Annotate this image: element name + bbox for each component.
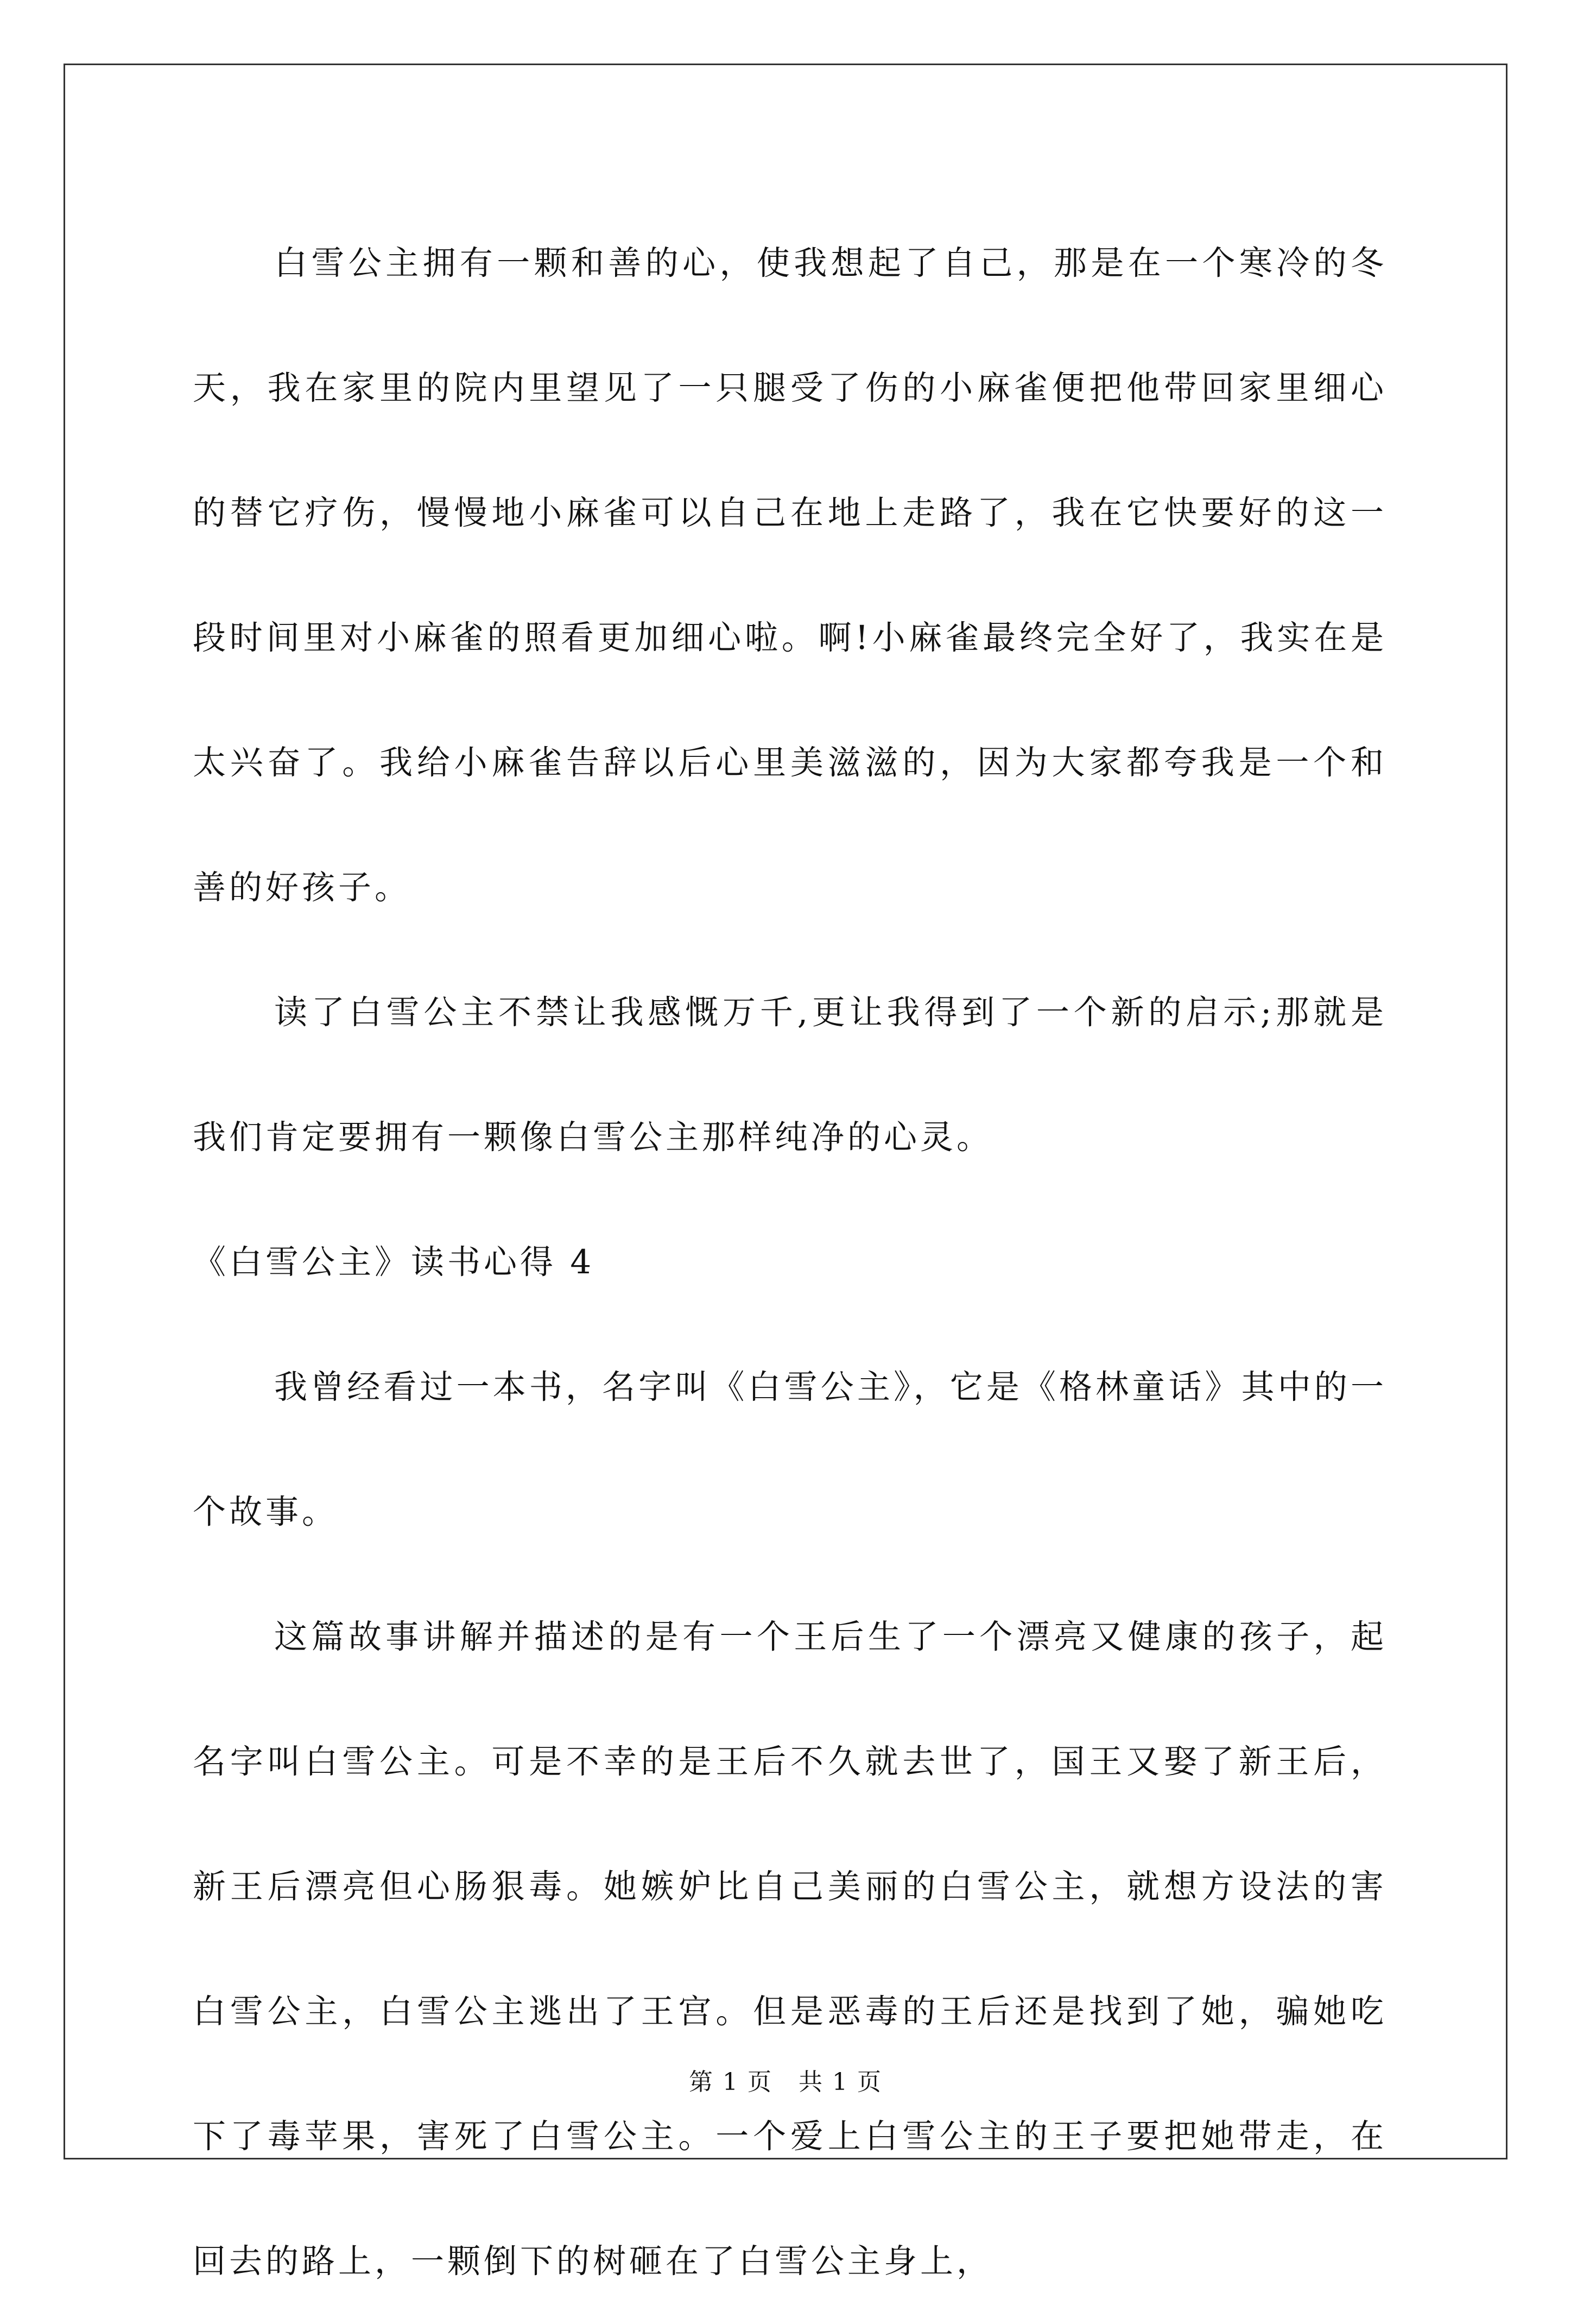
section-heading: 《白雪公主》读书心得 4 (193, 1243, 595, 1281)
paragraph: 我曾经看过一本书，名字叫《白雪公主》，它是《格林童话》其中的一个故事。 (193, 1368, 1387, 1531)
paragraph: 这篇故事讲解并描述的是有一个王后生了一个漂亮又健康的孩子，起名字叫白雪公主。可是不幸的是王后不久就去世了，国王又娶了新王后，新王后漂亮但心肠狠毒。她嫉妒比自己美丽的白雪公主，就想方设法的害白雪公主，白雪公主逃出了王宫。但是恶毒的王后还是找到了她，骗她吃下了毒苹果，害死了白雪公主。一个爱上白雪公主的王子要把她带走，在回去的路上，一颗倒下的树砸在了白雪公主身上， (193, 1618, 1387, 2281)
paragraph: 读了白雪公主不禁让我感慨万千,更让我得到了一个新的启示;那就是我们肯定要拥有一颗像白雪公主那样纯净的心灵。 (193, 993, 1387, 1157)
paragraph: 白雪公主拥有一颗和善的心，使我想起了自己，那是在一个寒冷的冬天，我在家里的院内里望见了一只腿受了伤的小麻雀便把他带回家里细心的替它疗伤，慢慢地小麻雀可以自己在地上走路了，我在它快要好的这一段时间里对小麻雀的照看更加细心啦。啊!小麻雀最终完全好了，我实在是太兴奋了。我给小麻雀告辞以后心里美滋滋的，因为大家都夸我是一个和善的好孩子。 (193, 244, 1387, 907)
page-number-footer: 第 1 页 共 1 页 (689, 2068, 882, 2096)
document-body (193, 201, 1387, 2324)
